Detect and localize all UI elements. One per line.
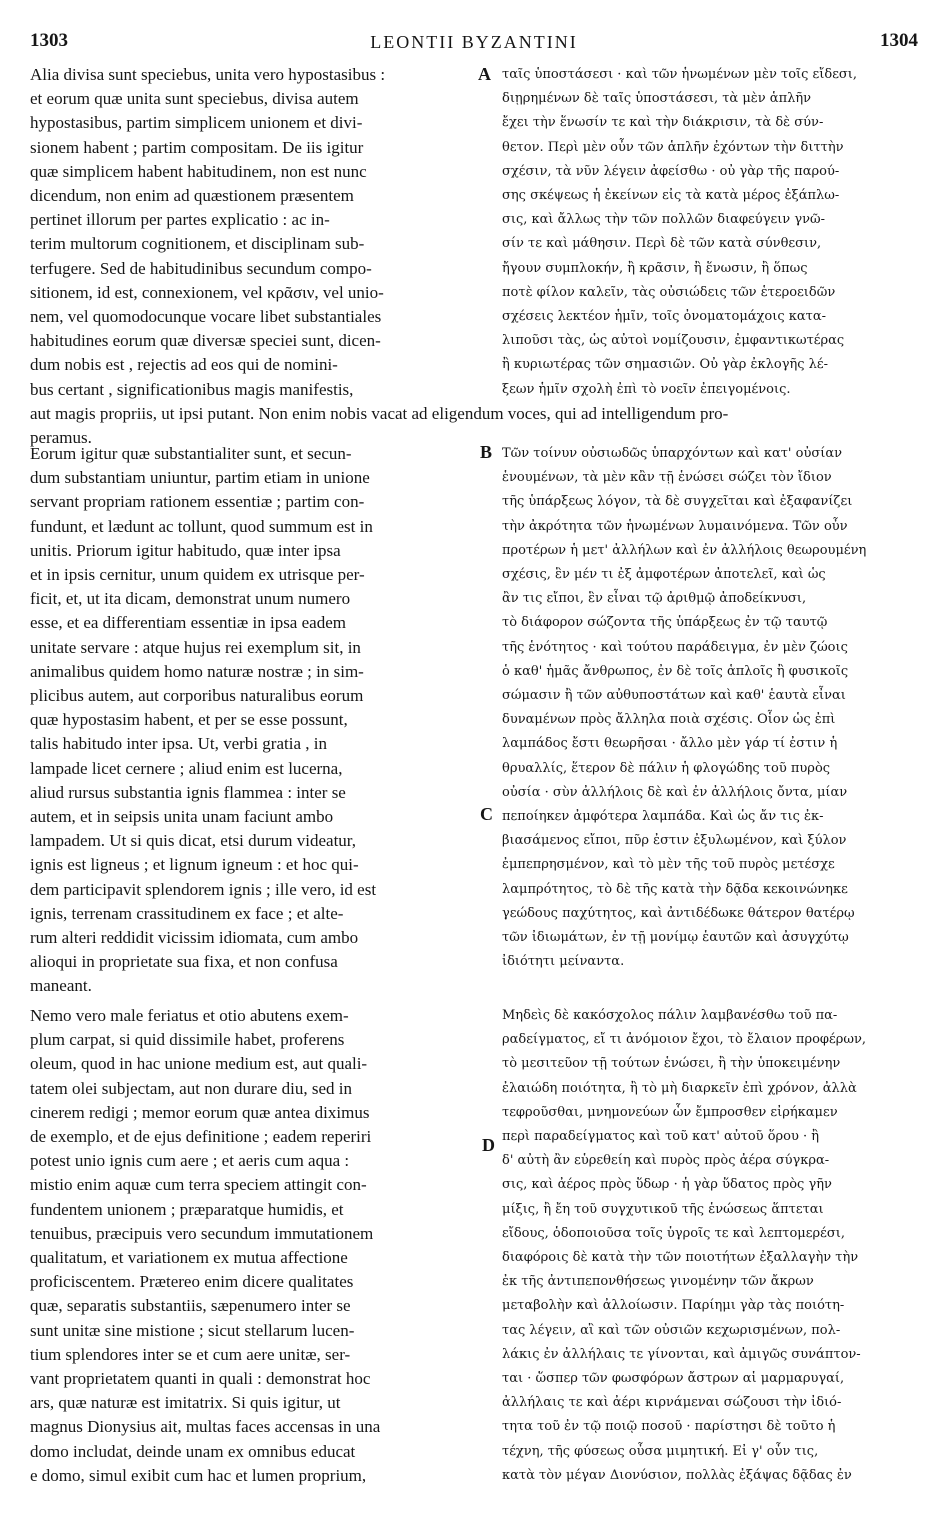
latin-text-line: e domo, simul exibit cum hac et lumen proprium, [30, 1465, 367, 1485]
latin-text-line: quæ, separatis substantiis, sæpenumero inter se [30, 1296, 351, 1316]
latin-text-line: dum nobis est , rejectis ad eos qui de nomini- [30, 355, 338, 375]
latin-column-block-2 [30, 442, 482, 999]
greek-text-line: ξεων ἡμῖν σχολὴ ἐπὶ τὸ νοεῖν ἐπειγομένοις. [502, 381, 791, 397]
latin-text-line: tatem olei subjectam, aut non durare diu, sed in [30, 1078, 352, 1098]
greek-text-line: ἔχει τὴν ἕνωσίν τε καὶ τὴν διάκρισιν, τὰ δὲ σύν- [502, 115, 824, 131]
latin-text-line: vant proprietatem quanti in quali : demonstrat hoc [30, 1369, 371, 1389]
greek-text-line: δυναμένων πρὸς ἄλληλα ποιὰ σχέσις. Οἷον ὡς ἐπὶ [502, 712, 836, 728]
greek-text-line: σώμασιν ἢ τῶν αὐθυποστάτων καὶ καθ' ἑαυτὰ εἶναι [502, 688, 846, 704]
latin-text-line: fundentem unionem ; præparatque humidis, et [30, 1199, 344, 1219]
greek-text-line: περὶ παραδείγματος καὶ τοῦ κατ' αὐτοῦ ὅρου · ἢ [502, 1129, 820, 1145]
greek-text-line: βιασάμενος εἴποι, πῦρ ἐστιν ἐξυλωμένον, καὶ ξύλον [502, 833, 847, 849]
greek-text-line: λάκις ἐν ἀλλήλαις τε γίνονται, καὶ ἀμιγῶς συνάπτον- [502, 1346, 861, 1362]
latin-text-line: pertinet illorum per partes explicatio : ac in- [30, 210, 330, 230]
section-marker-d: D [482, 1135, 495, 1155]
latin-text-line: tium splendores inter se et cum aere unitæ, ser- [30, 1344, 351, 1364]
greek-text-line: ἰδιότητι μείναντα. [502, 954, 625, 970]
greek-text-line: δ' αὐτὴ ἂν εὑρεθείη καὶ πυρὸς πρὸς ἀέρα σύγκρα- [502, 1153, 830, 1169]
greek-text-line: ἐλαιώδη ποιότητα, ἢ τὸ μὴ διαρκεῖν ἐπὶ χρόνον, ἀλλὰ [502, 1080, 857, 1096]
latin-text-line: aliud rursus substantia ignis flammea : inter se [30, 782, 346, 802]
latin-text-line: magnus Dionysius ait, multas faces accensas in una [30, 1417, 381, 1437]
greek-text-line: λιποῦσι τὰς, ὡς αὐτοὶ νομίζουσιν, ἐμφαντικωτέρας [502, 333, 845, 349]
section-marker-b: B [480, 442, 493, 462]
greek-text-line: τὸ μεσιτεῦον τῇ τούτων ἑνώσει, ἢ τὴν ὑποκειμένην [502, 1056, 841, 1072]
greek-text-line: σις, καὶ ἄλλως τὴν τῶν πολλῶν διαφεύγειν γνῶ- [502, 212, 825, 228]
latin-text-line: de exemplo, et de ejus definitione ; eadem reperiri [30, 1127, 372, 1147]
greek-text-line: ἐμπεπρησμένον, καὶ τὸ μὲν τῆς τοῦ πυρὸς μετέσχε [502, 857, 835, 873]
latin-text-line: autem, et in seipsis unita unam faciunt ambo [30, 807, 334, 827]
greek-text-line: τῆς ἑνότητος · καὶ τούτου παράδειγμα, ἐν μὲν ζώοις [502, 639, 848, 655]
latin-text-line: Eorum igitur quæ substantialiter sunt, et secun- [30, 444, 352, 463]
latin-text-line: maneant. [30, 976, 92, 996]
greek-text-line: Τῶν τοίνυν οὐσιωδῶς ὑπαρχόντων καὶ κατ' οὐσίαν [502, 446, 843, 461]
latin-text-line: ars, quæ naturæ est imitatrix. Si quis igitur, ut [30, 1393, 341, 1413]
greek-text-line: τῶν ἰδιωμάτων, ἐν τῇ μονίμῳ ἑαυτῶν καὶ ἀσυγχύτῳ [502, 930, 849, 946]
greek-text-line: τέχνη, τῆς φύσεως οὖσα μιμητική. Εἰ γ' οὖν τις, [502, 1443, 819, 1459]
greek-text-line: ἂν τις εἴποι, ἓν εἶναι τῷ ἀριθμῷ ἀποδείκνυσι, [502, 591, 807, 607]
latin-text-line: oleum, quod in hac unione medium est, aut quali- [30, 1054, 368, 1074]
greek-text-line: κατὰ τὸν μέγαν Διονύσιον, πολλὰς ἐξάψας δᾷδας ἐν [502, 1467, 852, 1483]
greek-text-line: τας λέγειν, αἳ καὶ τῶν οὐσιῶν κεχωρισμένων, πολ- [502, 1322, 841, 1338]
latin-text-line: et eorum quæ unita sunt speciebus, divisa autem [30, 89, 359, 109]
greek-text-line: σις, καὶ ἀέρος πρὸς ὕδωρ · ἡ γὰρ ὕδατος πρὸς γῆν [502, 1177, 832, 1193]
greek-text-line: σίν τε καὶ μάθησιν. Περὶ δὲ τῶν κατὰ σύνθεσιν, [502, 236, 822, 252]
greek-text-line: ἑνουμένων, τὰ μὲν κἂν τῇ ἑνώσει σώζει τὸν ἴδιον [502, 470, 832, 486]
page-number-right: 1304 [880, 30, 918, 51]
latin-text-line: rum alteri reddidit vicissim idiomata, cum ambo [30, 928, 359, 948]
page-number-left: 1303 [30, 30, 68, 51]
greek-column-block-1 [502, 63, 922, 402]
latin-text-line: qualitatum, et variationem ex mutua affectione [30, 1248, 348, 1268]
latin-text-line: et in ipsis cernitur, unum quidem ex utrisque per- [30, 565, 365, 585]
latin-text-line: nem, vel quomodocunque vocare libet substantiales [30, 307, 382, 327]
greek-text-line: Μηδεὶς δὲ κακόσχολος πάλιν λαμβανέσθω τοῦ πα- [502, 1008, 838, 1023]
greek-text-line: οὐσία · σὺν ἀλλήλοις δὲ καὶ ἐν ἀλλήλοις ὄντα, μίαν [502, 784, 848, 800]
section-marker-a: A [478, 64, 491, 84]
greek-text-line: πεποίηκεν ἀμφότερα λαμπάδα. Καὶ ὡς ἄν τις ἐκ- [502, 809, 824, 825]
latin-text-line: tenuibus, præcipuis vero secundum immutationem [30, 1223, 374, 1243]
latin-text-line: domo includat, deinde unam ex omnibus educat [30, 1441, 356, 1461]
latin-text-line: terfugere. Sed de habitudinibus secundum compo- [30, 258, 372, 278]
greek-text-line: ἀλλήλαις τε καὶ ἀέρι κιρνάμεναι σώζουσι τὴν ἰδιό- [502, 1395, 842, 1411]
greek-text-line: τὸ διάφορον σώζοντα τῆς ὑπάρξεως ἐν τῷ ταυτῷ [502, 615, 828, 631]
greek-text-line: ἐκ τῆς ἀντιπεπονθήσεως γινομένην τῶν ἄκρων [502, 1274, 814, 1290]
latin-text-line: unitate servare : atque hujus rei exemplum sit, in [30, 637, 361, 657]
latin-text-line: ficit, et, ut ita dicam, demonstrat unum numero [30, 589, 351, 609]
latin-text-line: sionem habent ; partim compositam. De iis igitur [30, 137, 364, 157]
latin-text-line: cinerem redigi ; memor eorum quæ antea diximus [30, 1102, 370, 1122]
latin-text-line: mistio enim aquæ cum terra speciem attingit con- [30, 1175, 367, 1195]
greek-text-line: ἢ κυριωτέρας τῶν σημασιῶν. Οὐ γὰρ ἐκλογῆς λέ- [502, 357, 829, 373]
latin-text-line: potest unio ignis cum aere ; et aeris cum aqua : [30, 1151, 350, 1171]
greek-text-line: γεώδους παχύτητος, καὶ ἀντιδέδωκε θάτερον θατέρῳ [502, 905, 855, 921]
latin-text-line: terim multorum cognitionem, et disciplinam sub- [30, 234, 365, 254]
latin-text-line: sunt unitæ sine mistione ; sicut stellarum lucen- [30, 1320, 355, 1340]
latin-text-line: dum substantiam uniuntur, partim etiam in unione [30, 468, 370, 488]
latin-text-line: lampadem. Ut si quis dicat, etsi durum videatur, [30, 831, 357, 851]
latin-text-line: proficiscentem. Prætereo enim dicere qualitates [30, 1272, 354, 1292]
greek-text-line: προτέρων ἡ μετ' ἀλλήλων καὶ ἐν ἀλλήλοις θεωρουμένη [502, 542, 867, 558]
latin-text-line: bus certant , significationibus magis manifestis, [30, 379, 354, 399]
greek-text-line: ται · ὥσπερ τῶν φωσφόρων ἄστρων αἱ μαρμαρυγαί, [502, 1371, 845, 1387]
greek-text-line: τεφροῦσθαι, μνημονεύων ὧν ἔμπροσθεν εἰρήκαμεν [502, 1104, 838, 1120]
greek-text-line: ἤγουν συμπλοκήν, ἢ κρᾶσιν, ἢ ἕνωσιν, ἢ ὅπως [502, 260, 808, 276]
greek-text-line: ταῖς ὑποστάσεσι · καὶ τῶν ἡνωμένων μὲν τοῖς εἴδεσι, [502, 67, 858, 82]
greek-text-line: μεταβολὴν καὶ ἀλλοίωσιν. Παρίημι γὰρ τὰς ποιότη- [502, 1298, 845, 1314]
greek-text-line: διαφόροις δὲ κατὰ τὴν τῶν ποιοτήτων ἐξαλλαγὴν τὴν [502, 1250, 859, 1266]
page-header [30, 30, 918, 60]
greek-text-line: διῃρημένων δὲ ταῖς ὑποστάσεσι, τὰ μὲν ἁπλῆν [502, 91, 812, 107]
greek-column-block-3 [502, 1004, 922, 1488]
latin-text-line: esse, et ea differentiam essentiæ in ipsa eadem [30, 613, 346, 633]
latin-text-line: dem participavit splendorem ignis ; ille vero, id est [30, 879, 377, 899]
greek-text-line: σχέσιν, τὰ νῦν λέγειν ἀφείσθω · οὐ γὰρ τῆς παρού- [502, 163, 840, 179]
latin-text-line: Nemo vero male feriatus et otio abutens exem- [30, 1006, 349, 1025]
greek-text-line: μίξις, ἢ ἔη τοῦ συγχυτικοῦ τῆς ἑνώσεως ἅπτεται [502, 1201, 824, 1217]
greek-text-line: ποτὲ φίλον καλεῖν, τὰς οὐσιώδεις τῶν ἑτεροειδῶν [502, 284, 836, 300]
latin-text-line: habitudines eorum quæ diversæ speciei sunt, dicen- [30, 331, 381, 351]
latin-text-line: peramus. [30, 428, 92, 448]
section-marker-c: C [480, 804, 493, 824]
latin-text-line: talis habitudo inter ipsa. Ut, verbi gratia , in [30, 734, 327, 754]
latin-text-line: plicibus autem, aut corporibus naturalibus eorum [30, 686, 364, 706]
latin-text-line: alioqui in proprietate sua fixa, et non confusa [30, 952, 338, 972]
latin-text-line: servant propriam rationem essentiæ ; partim con- [30, 492, 365, 512]
latin-text-line: dicendum, non enim ad quæstionem præsentem [30, 186, 354, 206]
latin-column-block-3 [30, 1004, 482, 1488]
latin-text-line: animalibus quidem homo naturæ nostræ ; in sim- [30, 661, 364, 681]
greek-text-line: λαμπάδος ἔστι θεωρῆσαι · ἄλλο μὲν γάρ τί ἐστιν ἡ [502, 736, 838, 752]
greek-text-line: λαμπρότητος, τὸ δὲ τῆς κατὰ τὴν δᾷδα κεκοινώνηκε [502, 881, 848, 897]
greek-text-line: τὴν ἀκρότητα τῶν ἡνωμένων λυμαινόμενα. Τῶν οὖν [502, 518, 848, 534]
greek-text-line: τητα τοῦ ἐν τῷ ποιῷ ποσοῦ · παρίστησι δὲ τοῦτο ἡ [502, 1419, 836, 1435]
latin-text-line: quæ hypostasim habent, et per se esse possunt, [30, 710, 348, 730]
greek-column-block-2 [502, 442, 922, 974]
latin-text-line: aut magis propriis, ut ipsi putant. Non enim nobis vacat ad eligendum voces, qui ad intelligendum pro- [30, 404, 729, 423]
latin-text-line: Alia divisa sunt speciebus, unita vero hypostasibus : [30, 65, 386, 84]
latin-text-line: unitis. Priorum igitur habitudo, quæ inter ipsa [30, 540, 341, 560]
greek-text-line: σχέσις, ἓν μέν τι ἐξ ἀμφοτέρων ἀποτελεῖ, καὶ ὡς [502, 567, 826, 583]
latin-text-line: sitionem, id est, connexionem, vel κρᾶσιν, vel unio- [30, 282, 384, 302]
latin-text-line: ignis est ligneus ; et lignum igneum : et hoc qui- [30, 855, 359, 875]
greek-text-line: σης σκέψεως ἡ ἐκείνων εἰς τὰ κατὰ μέρος ἐξάπλω- [502, 188, 840, 204]
latin-text-line: quæ simplicem habent habitudinem, non est nunc [30, 161, 367, 181]
latin-text-line: fundunt, et lædunt ac tollunt, quod summum est in [30, 516, 373, 536]
greek-text-line: σχέσεις λεκτέον ἡμῖν, τοῖς ὀνοματομάχοις κατα- [502, 309, 827, 325]
greek-text-line: θετον. Περὶ μὲν οὖν τῶν ἁπλῆν ἐχόντων τὴν διττὴν [502, 139, 844, 155]
greek-text-line: ραδείγματος, εἴ τι ἀνόμοιον ἔχοι, τὸ ἔλαιον προφέρων, [502, 1032, 867, 1048]
greek-text-line: εἴδους, ὁδοποιοῦσα τοῖς ὑγροῖς τε καὶ λεπτομερέσι, [502, 1225, 845, 1241]
latin-text-line: hypostasibus, partim simplicem unionem et divi- [30, 113, 363, 133]
greek-text-line: τῆς ὑπάρξεως λόγον, τὰ δὲ συγχεῖται καὶ ἐξαφανίζει [502, 494, 853, 510]
latin-text-line: lampade licet cernere ; aliud enim est lucerna, [30, 758, 343, 778]
latin-text-line: plum carpat, si quid dissimile habet, proferens [30, 1030, 345, 1050]
running-title: LEONTII BYZANTINI [370, 32, 578, 52]
latin-column-block-1 [30, 63, 482, 402]
latin-text-line: ignis, terrenam crassitudinem ex face ; et alte- [30, 903, 344, 923]
greek-text-line: ὁ καθ' ἡμᾶς ἄνθρωπος, ἐν δὲ τοῖς ἁπλοῖς ἢ φυσικοῖς [502, 663, 849, 679]
greek-text-line: θρυαλλίς, ἕτερον δὲ πάλιν ἡ φλογώδης τοῦ πυρὸς [502, 760, 831, 776]
